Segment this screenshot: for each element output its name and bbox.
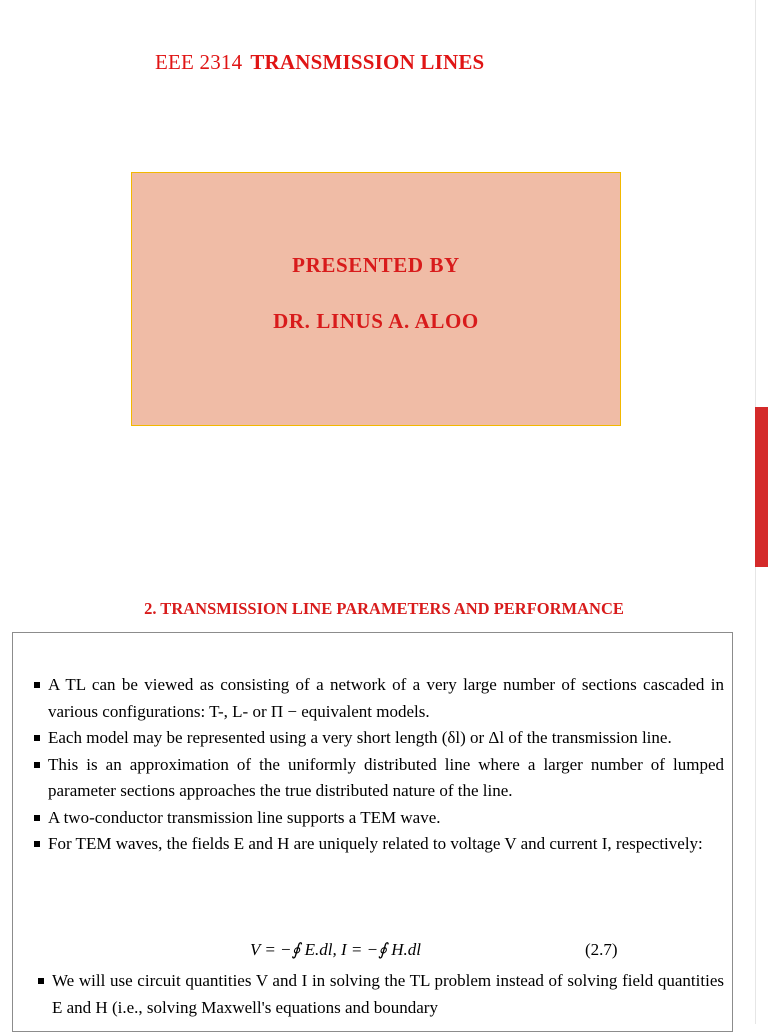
- list-item-text: A TL can be viewed as consisting of a network of a very large number of sections cascaded in various configurations: T-, L- or Π − equivalent models.: [48, 675, 724, 721]
- bullet-list: [48, 672, 724, 858]
- bullet-list-continued: [52, 968, 724, 1021]
- side-bar-upper: [755, 0, 768, 407]
- side-bar-accent: [755, 407, 768, 567]
- course-code: EEE 2314: [155, 50, 243, 74]
- equation-line: [0, 940, 768, 967]
- list-item: [52, 968, 724, 1021]
- bullet-icon: [34, 841, 40, 847]
- presented-by-label: PRESENTED BY: [292, 253, 460, 277]
- list-item-text: A two-conductor transmission line supports a TEM wave.: [48, 807, 441, 827]
- list-item: [48, 672, 724, 725]
- list-item: [48, 805, 724, 832]
- list-item: [48, 831, 724, 858]
- equation: V = −∮ E.dl, I = −∮ H.dl: [250, 940, 421, 959]
- section-heading: 2. TRANSMISSION LINE PARAMETERS AND PERFORMANCE: [144, 599, 624, 618]
- bullet-icon: [38, 978, 44, 984]
- list-item: [48, 752, 724, 805]
- list-item-text: This is an approximation of the uniformly distributed line where a larger number of lumped parameter sections approaches the true distributed nature of the line.: [48, 754, 724, 800]
- bullet-icon: [34, 815, 40, 821]
- bullet-icon: [34, 735, 40, 741]
- presenter-name: DR. LINUS A. ALOO: [273, 309, 479, 333]
- course-name: TRANSMISSION LINES: [250, 50, 485, 74]
- bullet-icon: [34, 682, 40, 688]
- bullet-icon: [34, 762, 40, 768]
- list-item: [48, 725, 724, 752]
- list-item-text: We will use circuit quantities V and I in solving the TL problem instead of solving field quantities E and H (i.e., solving Maxwell's equations and boundary: [52, 971, 724, 1017]
- equation-number: (2.7): [585, 940, 618, 959]
- presenter-box: [131, 172, 621, 426]
- list-item-text: Each model may be represented using a very short length (δl) or Δl of the transmission line.: [48, 728, 672, 747]
- course-title: [155, 50, 484, 75]
- list-item-text: For TEM waves, the fields E and H are uniquely related to voltage V and current I, respectively:: [48, 834, 703, 853]
